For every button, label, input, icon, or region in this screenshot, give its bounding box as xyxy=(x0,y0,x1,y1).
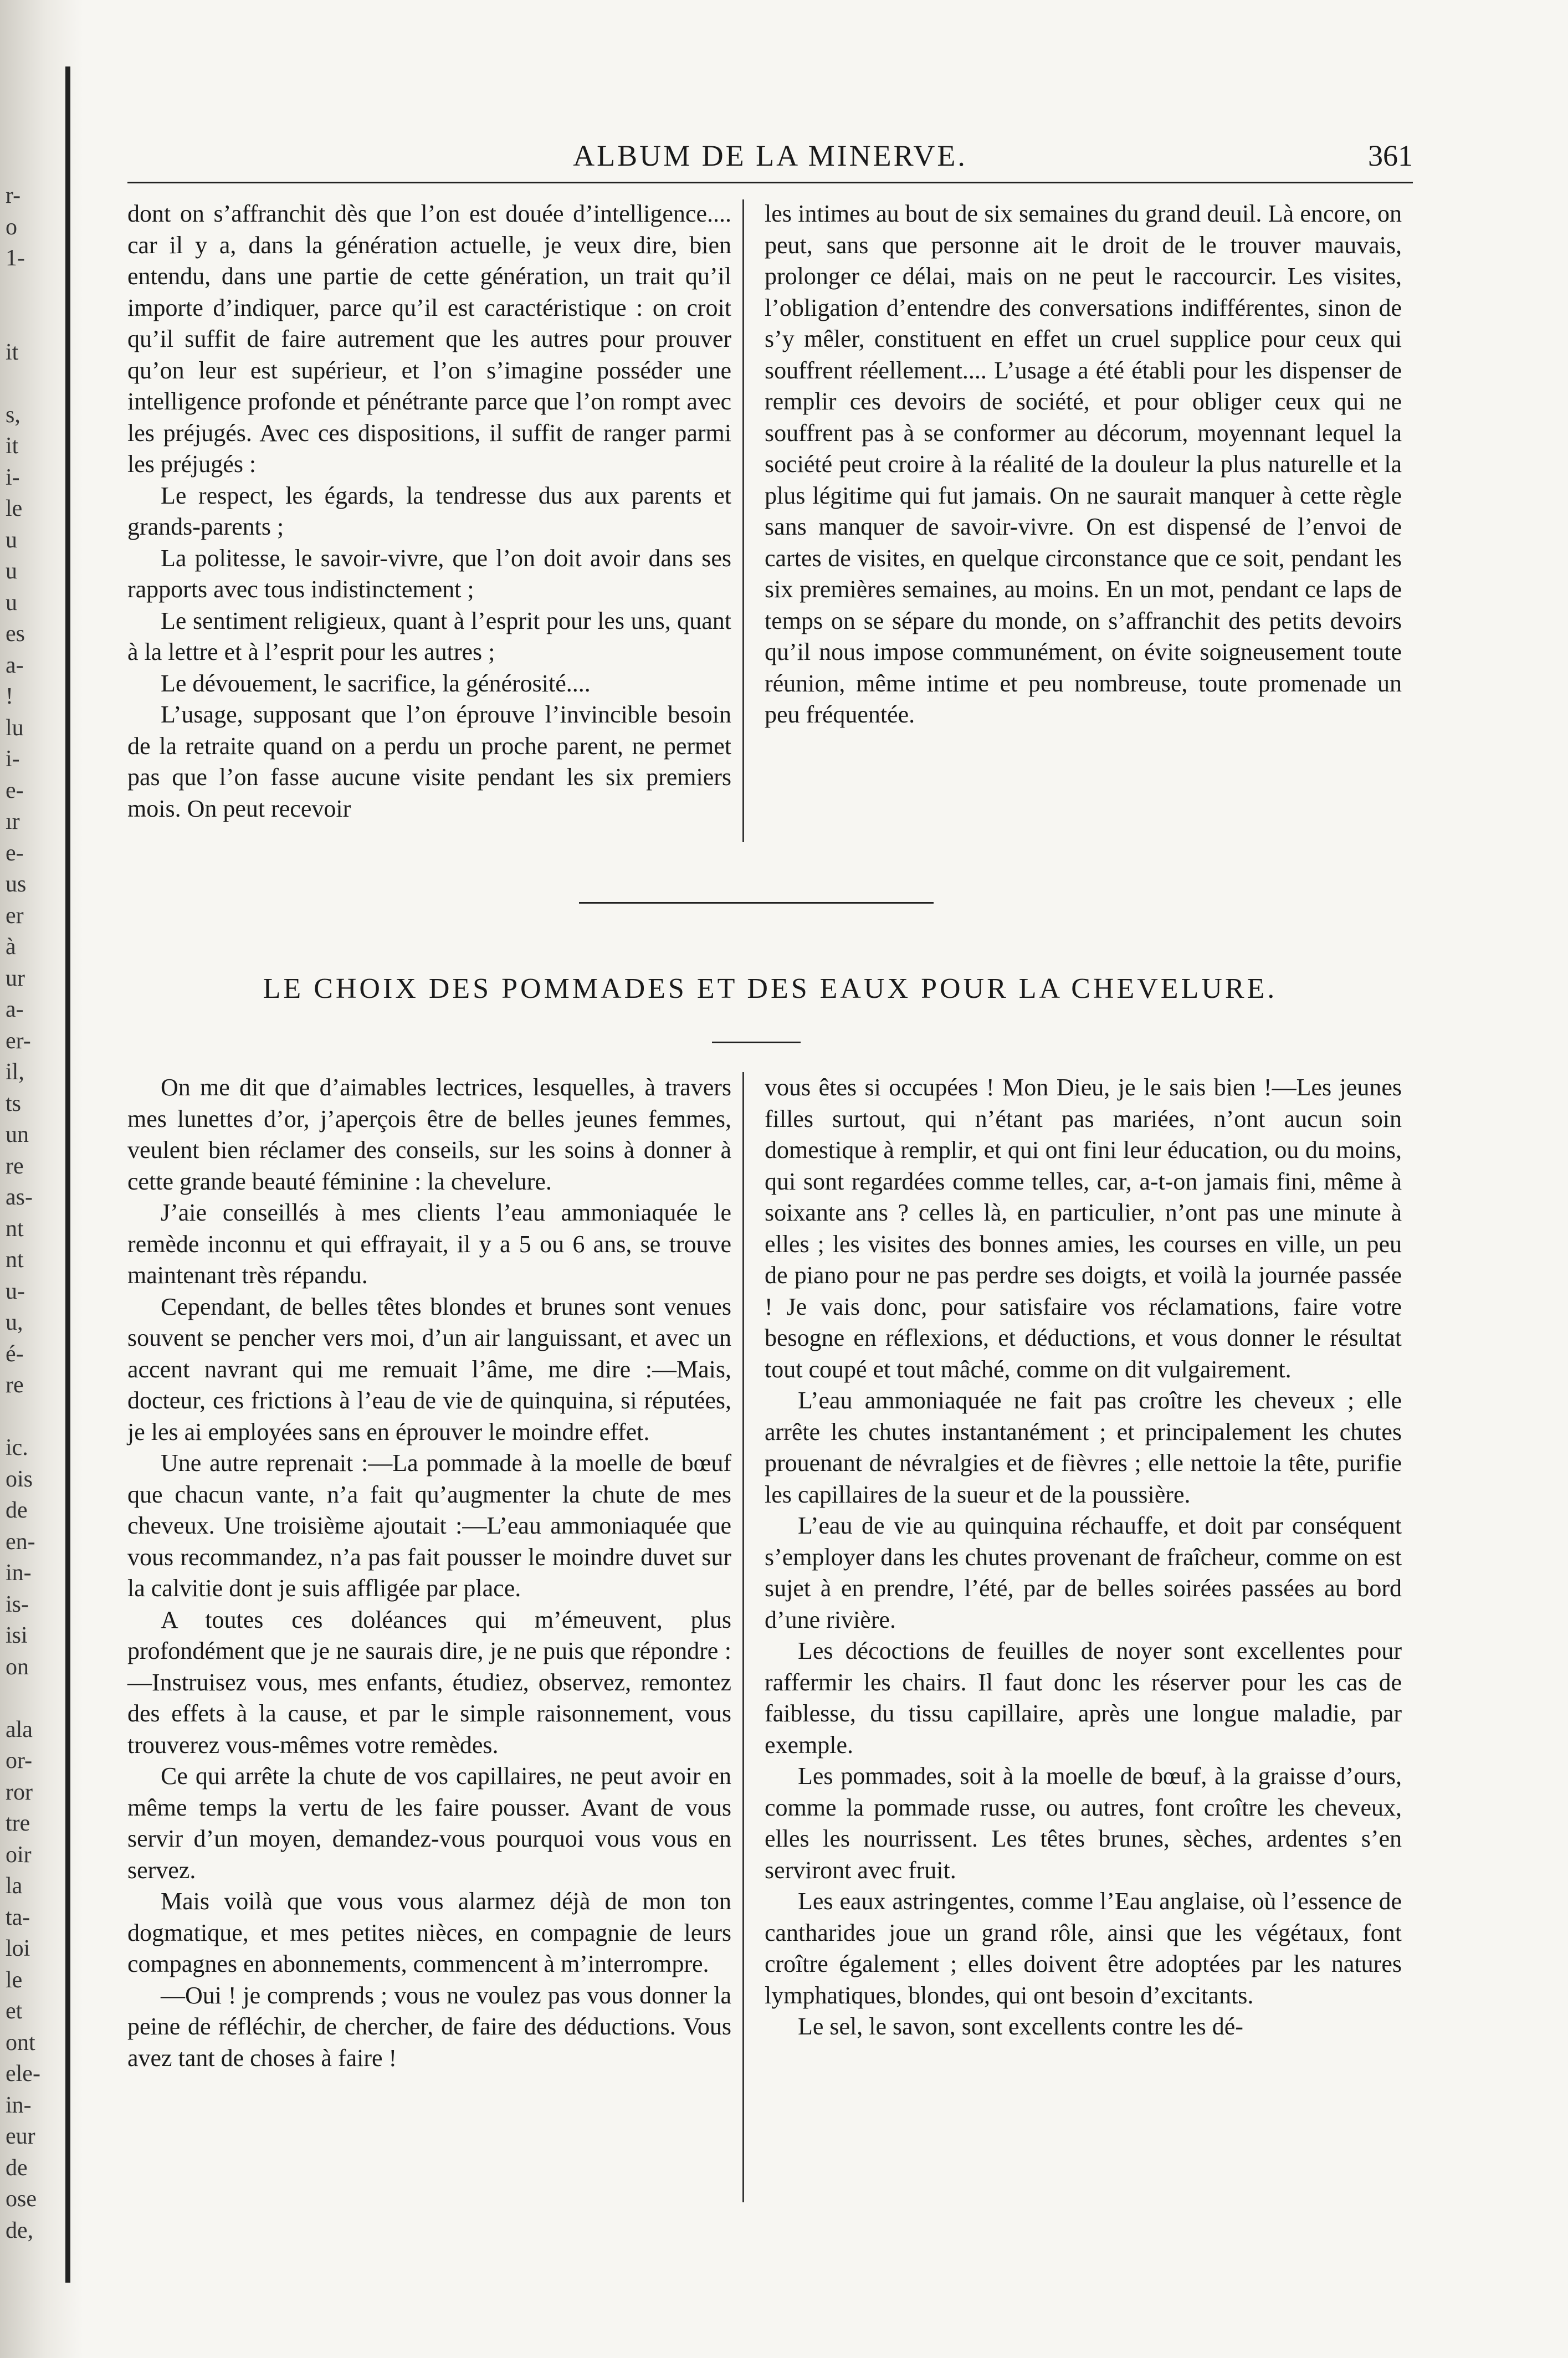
paragraph: A toutes ces doléances qui m’émeuvent, plus profondément que je ne saurais dire, je ne puis que répondre :—Instruisez vous, mes enfants, étudiez, observez, remontez des effets à la cause, et par le simple raisonnement, vous trouverez vous-mêmes votre remèdes. xyxy=(127,1606,731,1759)
margin-fragment: er- xyxy=(6,1028,31,1054)
margin-fragment: nt xyxy=(6,1247,24,1273)
margin-fragment: ror xyxy=(6,1779,33,1805)
margin-fragment: e- xyxy=(6,840,24,866)
margin-fragment: eur xyxy=(6,2124,35,2149)
margin-fragment: 1- xyxy=(6,245,25,271)
margin-fragment: nt xyxy=(6,1216,24,1242)
column-divider xyxy=(742,199,744,842)
paragraph: Le dévouement, le sacrifice, la générosité.... xyxy=(161,669,591,697)
paragraph: La politesse, le savoir-vivre, que l’on doit avoir dans ses rapports avec tous indistinctement ; xyxy=(127,544,731,603)
article2-right-column xyxy=(765,1072,1402,2043)
margin-fragment: é- xyxy=(6,1341,24,1367)
margin-fragment: en- xyxy=(6,1529,35,1555)
margin-fragment: lu xyxy=(6,715,24,741)
paragraph: Le respect, les égards, la tendresse dus aux parents et grands-parents ; xyxy=(127,481,731,540)
margin-fragment: il, xyxy=(6,1059,24,1085)
paragraph: dont on s’affranchit dès que l’on est douée d’intelligence.... car il y a, dans la génération actuelle, je veux dire, bien entendu, dans une partie de cette génération, un trait qu’il importe d’indiquer, parce qu’il est caractéristique : on croit qu’il suffit de faire autrement que les autres pour prouver qu’on leur est supérieur, et l’on s’imagine posséder une intelligence profonde et pénétrante parce que l’on rompt avec les préjugés. Avec ces dispositions, il suffit de ranger parmi les préjugés : xyxy=(127,200,731,478)
paragraph: Le sentiment religieux, quant à l’esprit pour les uns, quant à la lettre et à l’esprit pour les autres ; xyxy=(127,607,731,665)
margin-fragment: le xyxy=(6,496,23,521)
margin-fragment: er xyxy=(6,903,24,929)
margin-fragment: isi xyxy=(6,1623,28,1648)
margin-fragment: de, xyxy=(6,2217,34,2243)
margin-fragment: ont xyxy=(6,2029,35,2055)
margin-fragment: s, xyxy=(6,402,21,428)
margin-fragment: i- xyxy=(6,464,20,490)
margin-fragment: es xyxy=(6,621,25,647)
title-rule xyxy=(712,1042,801,1043)
paragraph: L’eau ammoniaquée ne fait pas croître les cheveux ; elle arrête les chutes instantanément ; et principalement les chutes prouenant de névralgies et de fièvres ; elle nettoie la tête, purifie les capillaires de la sueur et de la poussière. xyxy=(765,1387,1402,1508)
margin-fragment: or- xyxy=(6,1748,33,1773)
article-title: LE CHOIX DES POMMADES ET DES EAUX POUR LA CHEVELURE. xyxy=(263,973,1278,1004)
binding-edge-line xyxy=(65,66,70,2283)
article1-left-column xyxy=(127,198,731,824)
paragraph: L’usage, supposant que l’on éprouve l’invincible besoin de la retraite quand on a perdu un proche parent, ne permet pas que l’on fasse aucune visite pendant les six premiers mois. On peut recevoir xyxy=(127,701,731,822)
margin-fragment: ur xyxy=(6,965,25,991)
margin-fragment: e- xyxy=(6,777,24,803)
margin-fragment: ic. xyxy=(6,1435,28,1460)
margin-fragment: tre xyxy=(6,1811,30,1836)
margin-fragment: u, xyxy=(6,1310,23,1335)
section-separator xyxy=(579,902,934,904)
margin-fragment: ala xyxy=(6,1716,33,1742)
paragraph: On me dit que d’aimables lectrices, lesquelles, à travers mes lunettes d’or, j’aperçois être de belles jeunes femmes, veulent bien réclamer des conseils, sur les soins à donner à cette grande beauté féminine : la chevelure. xyxy=(127,1074,731,1195)
margin-fragment: ır xyxy=(6,809,20,834)
margin-fragment: o xyxy=(6,214,17,240)
margin-fragment: a- xyxy=(6,997,24,1022)
paragraph: Cependant, de belles têtes blondes et brunes sont venues souvent se pencher vers moi, d’un air languissant, et avec un accent navrant qui me remuait l’âme, me dire :—Mais, docteur, ces frictions à l’eau de vie de quinquina, si réputées, je les ai employées sans en éprouver le moindre effet. xyxy=(127,1293,731,1445)
running-head xyxy=(127,139,1413,177)
paragraph: Les décoctions de feuilles de noyer sont excellentes pour raffermir les chairs. Il faut donc les réserver pour les cas de faiblesse, du tissu capillaire, après une longue maladie, par exemple. xyxy=(765,1637,1402,1759)
paragraph: Ce qui arrête la chute de vos capillaires, ne peut avoir en même temps la vertu de les faire pousser. Avant de vous servir d’un moyen, demandez-vous pourquoi vous vous en servez. xyxy=(127,1762,731,1884)
margin-fragment: ! xyxy=(6,684,13,709)
paragraph: Le sel, le savon, sont excellents contre les dé- xyxy=(798,2013,1243,2040)
margin-fragment: a- xyxy=(6,652,24,678)
margin-fragment: in- xyxy=(6,1560,32,1586)
article1-right-column xyxy=(765,198,1402,731)
article2-left-column xyxy=(127,1072,731,2074)
margin-fragment: le xyxy=(6,1967,23,1993)
margin-fragment: u- xyxy=(6,1278,25,1304)
header-rule xyxy=(127,182,1413,183)
margin-fragment: is- xyxy=(6,1591,29,1617)
margin-fragment: re xyxy=(6,1372,24,1398)
paragraph: les intimes au bout de six semaines du grand deuil. Là encore, on peut, sans que personne ait le droit de le trouver mauvais, prolonger ce délai, mais on ne peut le raccourcir. Les visites, l’obligation d’entendre des conversations indifférentes, sinon de s’y mêler, constituent en effet un cruel supplice pour ceux qui souffrent réellement.... L’usage a été établi pour les dispenser de remplir ces devoirs de société, et pour obliger ceux qui ne souffrent pas à se conformer au décorum, moyennant lequel la société peut croire à la réalité de la douleur la plus naturelle et la plus légitime qui fut jamais. On ne saurait manquer à cette règle sans manquer de savoir-vivre. On est dispensé de l’envoi de cartes de visites, en quelque circonstance que ce soit, pendant les six premières semaines, au moins. En un mot, pendant ce laps de temps on se sépare du monde, on s’affranchit des petits devoirs qu’il nous impose communément, on évite soigneusement toute réunion, même intime et peu nombreuse, toute promenade un peu fréquentée. xyxy=(765,200,1402,728)
margin-fragment: as- xyxy=(6,1185,33,1210)
paragraph: J’aie conseillés à mes clients l’eau ammoniaquée le remède inconnu et qui effrayait, il y a 5 ou 6 ans, se trouve maintenant très répandu. xyxy=(127,1199,731,1289)
margin-fragment: à xyxy=(6,934,16,960)
margin-fragment: loi xyxy=(6,1936,30,1961)
margin-fragment: ose xyxy=(6,2186,37,2212)
paragraph: Une autre reprenait :—La pommade à la moelle de bœuf que chacun vante, n’a fait qu’augmenter la chute de mes cheveux. Une troisième ajoutait :—L’eau ammoniaquée que vous recommandez, n’a pas fait pousser le moindre duvet sur la calvitie dont je suis affligée par place. xyxy=(127,1449,731,1602)
margin-fragment: i- xyxy=(6,746,20,772)
margin-fragment: ts xyxy=(6,1090,22,1116)
paragraph: Mais voilà que vous vous alarmez déjà de mon ton dogmatique, et mes petites nièces, en compagnie de leurs compagnes en abonnements, commencent à m’interrompre. xyxy=(127,1888,731,1977)
margin-fragment: re xyxy=(6,1153,24,1179)
margin-fragment: r- xyxy=(6,183,21,208)
paragraph: vous êtes si occupées ! Mon Dieu, je le sais bien !—Les jeunes filles surtout, qui n’étant pas mariées, n’ont aucun soin domestique à remplir, et qui ont fini leur éducation, ou du moins, qui sont regardées comme telles, car, a-t-on jamais fini, même à soixante ans ? celles là, en particulier, n’ont pas une minute à elles ; les visites des bonnes amies, les courses en ville, un peu de piano pour ne pas perdre ses doigts, et voilà la journée passée ! Je vais donc, pour satisfaire vos réclamations, faire votre besogne en réflexions, et déductions, et vous donner le résultat tout coupé et tout mâché, comme on dit vulgairement. xyxy=(765,1074,1402,1383)
page-number: 361 xyxy=(1368,139,1413,172)
margin-fragment: u xyxy=(6,590,17,616)
margin-fragment: us xyxy=(6,872,27,897)
margin-fragment: de xyxy=(6,2155,28,2181)
margin-fragment: la xyxy=(6,1873,23,1899)
margin-fragment: it xyxy=(6,339,19,365)
margin-fragment: ta- xyxy=(6,1904,30,1930)
margin-fragment: u xyxy=(6,527,17,553)
paragraph: L’eau de vie au quinquina réchauffe, et doit par conséquent s’employer dans les chutes provenant de fraîcheur, comme on est sujet à en prendre, l’été, par de belles soirées passées au bord d’une rivière. xyxy=(765,1512,1402,1633)
column-divider xyxy=(742,1072,744,2202)
margin-fragment: on xyxy=(6,1654,29,1680)
margin-fragment: u xyxy=(6,558,17,584)
paragraph: Les pommades, soit à la moelle de bœuf, à la graisse d’ours, comme la pommade russe, ou autres, font croître les cheveux, elles les nourrissent. Les têtes brunes, sèches, ardentes s’en serviront avec fruit. xyxy=(765,1762,1402,1884)
margin-fragment: it xyxy=(6,433,19,459)
margin-fragment: oir xyxy=(6,1842,32,1868)
margin-fragment: et xyxy=(6,1998,23,2024)
journal-title: ALBUM DE LA MINERVE. xyxy=(573,139,967,172)
margin-fragment: ois xyxy=(6,1466,33,1492)
margin-fragment: in- xyxy=(6,2092,32,2118)
margin-fragment: de xyxy=(6,1498,28,1523)
paragraph: —Oui ! je comprends ; vous ne voulez pas vous donner la peine de réfléchir, de chercher, de faire des déductions. Vous avez tant de choses à faire ! xyxy=(127,1981,731,2072)
paragraph: Les eaux astringentes, comme l’Eau anglaise, où l’essence de cantharides joue un grand rôle, ainsi que les végétaux, font croître également ; elles doivent être adoptées par les natures lymphatiques, blondes, qui ont besoin d’excitants. xyxy=(765,1888,1402,2009)
margin-fragment: un xyxy=(6,1122,29,1147)
margin-fragment: ele- xyxy=(6,2061,40,2087)
